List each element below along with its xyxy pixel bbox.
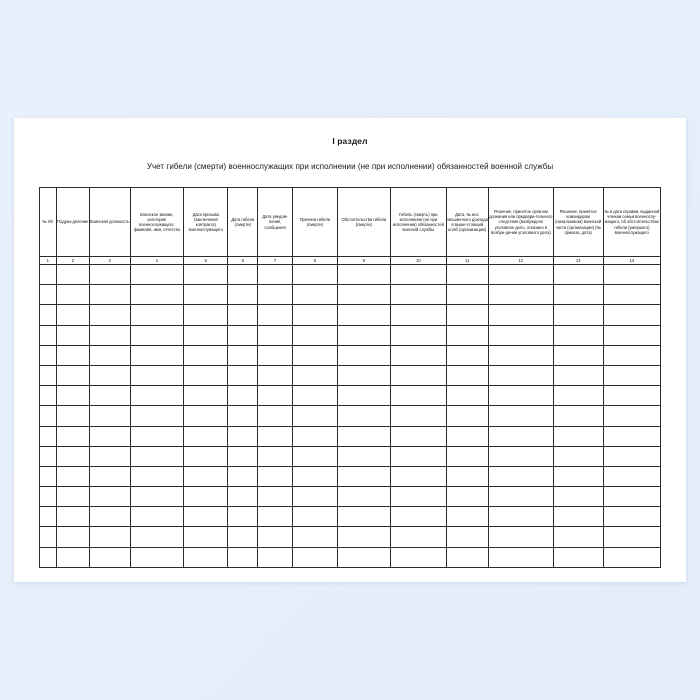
table-cell[interactable] [337,285,391,305]
table-cell[interactable] [184,466,228,486]
table-cell[interactable] [489,305,554,325]
table-cell[interactable] [56,426,89,446]
table-cell[interactable] [391,527,446,547]
table-cell[interactable] [228,547,258,567]
table-cell[interactable] [489,507,554,527]
table-cell[interactable] [130,426,184,446]
table-cell[interactable] [40,446,57,466]
table-cell[interactable] [56,305,89,325]
table-body [40,265,661,568]
table-cell[interactable] [184,365,228,385]
table-cell[interactable] [258,305,293,325]
table-cell[interactable] [603,285,660,305]
table-cell[interactable] [553,265,603,285]
column-header-8: Причина гибели (смерти) [293,188,337,257]
table-cell[interactable] [446,325,489,345]
column-header-12: Решение, принятое органом дознания или предвари-тельного следствия (возбуждено уголовное дело, отказано в возбуж-дении уголовного дела) [489,188,554,257]
table-cell[interactable] [489,325,554,345]
table-cell[interactable] [130,446,184,466]
table-cell[interactable] [391,345,446,365]
column-number-cell: 1 [40,257,57,265]
table-cell[interactable] [184,446,228,466]
table-cell[interactable] [337,345,391,365]
table-cell[interactable] [391,365,446,385]
table-cell[interactable] [337,325,391,345]
table-cell[interactable] [130,527,184,547]
table-row [40,507,661,527]
table-cell[interactable] [489,547,554,567]
table-cell[interactable] [228,305,258,325]
table-cell[interactable] [293,406,337,426]
table-cell[interactable] [130,265,184,285]
table-cell[interactable] [258,265,293,285]
table-cell[interactable] [553,285,603,305]
table-cell[interactable] [489,527,554,547]
table-cell[interactable] [56,365,89,385]
table-row [40,466,661,486]
table-cell[interactable] [603,547,660,567]
table-cell[interactable] [40,406,57,426]
table-cell[interactable] [553,527,603,547]
table-cell[interactable] [293,426,337,446]
table-header [40,188,661,265]
table-cell[interactable] [258,365,293,385]
table-cell[interactable] [89,386,130,406]
table-cell[interactable] [337,446,391,466]
column-header-5: Дата призыва (заключения контракта) военнослужащего [184,188,228,257]
table-cell[interactable] [130,466,184,486]
table-cell[interactable] [446,305,489,325]
table-cell[interactable] [258,386,293,406]
table-cell[interactable] [337,527,391,547]
column-number-cell: 9 [337,257,391,265]
column-header-11: Дата, № исх. письменного доклада в выше-стоящий штаб (организацию) [446,188,489,257]
table-cell[interactable] [228,466,258,486]
table-cell[interactable] [258,406,293,426]
table-cell[interactable] [337,466,391,486]
table-cell[interactable] [40,285,57,305]
table-cell[interactable] [337,406,391,426]
table-cell[interactable] [40,305,57,325]
column-number-cell: 3 [89,257,130,265]
table-cell[interactable] [489,345,554,365]
table-cell[interactable] [258,466,293,486]
table-cell[interactable] [293,507,337,527]
table-cell[interactable] [56,406,89,426]
table-cell[interactable] [258,426,293,446]
table-cell[interactable] [391,487,446,507]
column-number-cell: 6 [228,257,258,265]
registry-table [39,187,661,568]
table-cell[interactable] [89,547,130,567]
table-cell[interactable] [391,466,446,486]
table-cell[interactable] [228,507,258,527]
table-cell[interactable] [228,446,258,466]
table-cell[interactable] [89,305,130,325]
table-cell[interactable] [391,446,446,466]
table-cell[interactable] [293,265,337,285]
column-number-cell: 13 [553,257,603,265]
table-cell[interactable] [258,487,293,507]
table-cell[interactable] [293,446,337,466]
table-row [40,345,661,365]
table-cell[interactable] [258,527,293,547]
table-cell[interactable] [130,305,184,325]
table-cell[interactable] [130,345,184,365]
table-cell[interactable] [391,265,446,285]
table-cell[interactable] [130,547,184,567]
table-cell[interactable] [40,507,57,527]
column-number-row [40,257,661,265]
table-cell[interactable] [489,466,554,486]
table-cell[interactable] [337,365,391,385]
table-cell[interactable] [40,426,57,446]
table-cell[interactable] [446,487,489,507]
column-number-cell: 12 [489,257,554,265]
column-header-2: Подраз-деление [56,188,89,257]
table-cell[interactable] [603,507,660,527]
table-cell[interactable] [489,285,554,305]
table-cell[interactable] [258,325,293,345]
table-cell[interactable] [337,386,391,406]
table-cell[interactable] [603,527,660,547]
table-cell[interactable] [446,386,489,406]
table-cell[interactable] [184,487,228,507]
column-number-cell: 10 [391,257,446,265]
table-cell[interactable] [228,265,258,285]
column-header-4: Воинское звание, категория военнослужащего: фамилия, имя, отчество [130,188,184,257]
table-cell[interactable] [56,527,89,547]
table-cell[interactable] [603,446,660,466]
table-cell[interactable] [40,386,57,406]
table-cell[interactable] [89,507,130,527]
table-cell[interactable] [89,325,130,345]
table-cell[interactable] [228,345,258,365]
table-cell[interactable] [489,365,554,385]
table-cell[interactable] [553,426,603,446]
table-cell[interactable] [228,325,258,345]
table-cell[interactable] [130,325,184,345]
table-row [40,386,661,406]
table-cell[interactable] [391,305,446,325]
table-cell[interactable] [553,386,603,406]
table-cell[interactable] [130,365,184,385]
table-cell[interactable] [228,285,258,305]
table-cell[interactable] [89,487,130,507]
table-cell[interactable] [391,507,446,527]
table-cell[interactable] [89,466,130,486]
table-cell[interactable] [293,305,337,325]
table-row [40,265,661,285]
table-cell[interactable] [391,325,446,345]
table-cell[interactable] [89,365,130,385]
table-cell[interactable] [446,265,489,285]
table-cell[interactable] [40,325,57,345]
table-row [40,446,661,466]
table-cell[interactable] [603,305,660,325]
table-cell[interactable] [489,265,554,285]
table-cell[interactable] [446,426,489,446]
table-row [40,365,661,385]
table-cell[interactable] [337,487,391,507]
table-cell[interactable] [130,386,184,406]
table-cell[interactable] [337,507,391,527]
column-number-cell: 5 [184,257,228,265]
table-cell[interactable] [130,406,184,426]
table-cell[interactable] [184,547,228,567]
table-cell[interactable] [56,466,89,486]
table-cell[interactable] [228,487,258,507]
table-cell[interactable] [489,446,554,466]
page-subtitle: Учет гибели (смерти) военнослужащих при исполнении (не при исполнении) обязанностей военной службы [146,162,554,171]
table-cell[interactable] [40,527,57,547]
table-cell[interactable] [337,547,391,567]
column-number-cell: 8 [293,257,337,265]
table-cell[interactable] [603,426,660,446]
table-cell[interactable] [40,265,57,285]
table-cell[interactable] [56,285,89,305]
table-row [40,285,661,305]
table-cell[interactable] [603,325,660,345]
table-cell[interactable] [184,426,228,446]
table-cell[interactable] [258,345,293,365]
table-cell[interactable] [89,285,130,305]
table-cell[interactable] [89,527,130,547]
table-cell[interactable] [89,345,130,365]
table-cell[interactable] [89,406,130,426]
table-cell[interactable] [446,547,489,567]
table-cell[interactable] [553,507,603,527]
table-cell[interactable] [89,446,130,466]
table-cell[interactable] [228,406,258,426]
table-cell[interactable] [293,365,337,385]
table-row [40,547,661,567]
table-cell[interactable] [603,466,660,486]
table-row [40,325,661,345]
table-cell[interactable] [56,325,89,345]
table-cell[interactable] [553,466,603,486]
table-row [40,406,661,426]
table-cell[interactable] [89,426,130,446]
table-cell[interactable] [489,426,554,446]
table-cell[interactable] [603,406,660,426]
table-cell[interactable] [553,446,603,466]
table-cell[interactable] [56,345,89,365]
table-cell[interactable] [603,265,660,285]
table-cell[interactable] [184,527,228,547]
table-cell[interactable] [293,386,337,406]
table-cell[interactable] [184,386,228,406]
table-cell[interactable] [228,365,258,385]
table-cell[interactable] [553,305,603,325]
column-number-cell: 2 [56,257,89,265]
table-row [40,527,661,547]
table-cell[interactable] [446,285,489,305]
table-cell[interactable] [446,345,489,365]
table-cell[interactable] [130,487,184,507]
table-cell[interactable] [56,487,89,507]
table-cell[interactable] [40,487,57,507]
header-row [40,188,661,257]
page-title: I раздел [332,136,368,146]
table-cell[interactable] [56,446,89,466]
table-cell[interactable] [603,386,660,406]
table-cell[interactable] [56,547,89,567]
table-cell[interactable] [228,527,258,547]
column-header-6: Дата гибели (смерти) [228,188,258,257]
column-header-10: Гибель (смерть) при исполнении (не при исполнении) обязанностей военной службы [391,188,446,257]
column-header-13: Решение, принятое командиром (начальником) воинской части (организации) (№ приказа, дата) [553,188,603,257]
table-cell[interactable] [258,446,293,466]
table-cell[interactable] [130,285,184,305]
table-cell[interactable] [258,547,293,567]
column-header-7: Дата уведом-ления, сообщения [258,188,293,257]
table-cell[interactable] [293,527,337,547]
table-cell[interactable] [228,426,258,446]
table-cell[interactable] [391,426,446,446]
table-cell[interactable] [184,507,228,527]
table-cell[interactable] [40,466,57,486]
column-number-cell: 7 [258,257,293,265]
table-cell[interactable] [293,487,337,507]
table-cell[interactable] [293,345,337,365]
table-cell[interactable] [489,487,554,507]
table-cell[interactable] [603,345,660,365]
table-cell[interactable] [293,325,337,345]
table-cell[interactable] [446,446,489,466]
table-cell[interactable] [489,406,554,426]
table-row [40,305,661,325]
table-cell[interactable] [184,345,228,365]
table-cell[interactable] [446,406,489,426]
table-cell[interactable] [446,365,489,385]
column-header-9: Обстоятельства гибели (смерти) [337,188,391,257]
table-cell[interactable] [184,265,228,285]
table-cell[interactable] [184,285,228,305]
table-cell[interactable] [553,345,603,365]
table-cell[interactable] [184,325,228,345]
table-cell[interactable] [446,527,489,547]
column-number-cell: 4 [130,257,184,265]
column-number-cell: 11 [446,257,489,265]
table-cell[interactable] [293,547,337,567]
column-header-3: Воинская должность [89,188,130,257]
document-page [14,118,686,582]
table-cell[interactable] [337,305,391,325]
table-cell[interactable] [258,507,293,527]
table-cell[interactable] [337,265,391,285]
table-cell[interactable] [391,406,446,426]
table-cell[interactable] [446,466,489,486]
table-cell[interactable] [603,487,660,507]
table-cell[interactable] [56,265,89,285]
table-cell[interactable] [553,406,603,426]
table-cell[interactable] [184,305,228,325]
column-number-cell: 14 [603,257,660,265]
table-cell[interactable] [40,345,57,365]
table-row [40,487,661,507]
table-cell[interactable] [553,547,603,567]
table-cell[interactable] [228,386,258,406]
table-cell[interactable] [446,507,489,527]
table-cell[interactable] [56,507,89,527]
table-cell[interactable] [337,426,391,446]
table-cell[interactable] [603,365,660,385]
table-cell[interactable] [56,386,89,406]
column-header-1: № п/п [40,188,57,257]
table-cell[interactable] [553,325,603,345]
table-cell[interactable] [130,507,184,527]
column-header-14: № и дата справки, выданной членам семьи военнослу-жащего, об обстоятельствах гибели (умершего) военнослужащего [603,188,660,257]
table-cell[interactable] [391,386,446,406]
table-cell[interactable] [553,365,603,385]
table-row [40,426,661,446]
table-cell[interactable] [258,285,293,305]
table-cell[interactable] [553,487,603,507]
table-cell[interactable] [40,365,57,385]
table-cell[interactable] [293,466,337,486]
table-cell[interactable] [293,285,337,305]
table-cell[interactable] [184,406,228,426]
table-cell[interactable] [489,386,554,406]
table-cell[interactable] [40,547,57,567]
table-cell[interactable] [391,547,446,567]
table-cell[interactable] [391,285,446,305]
table-cell[interactable] [89,265,130,285]
